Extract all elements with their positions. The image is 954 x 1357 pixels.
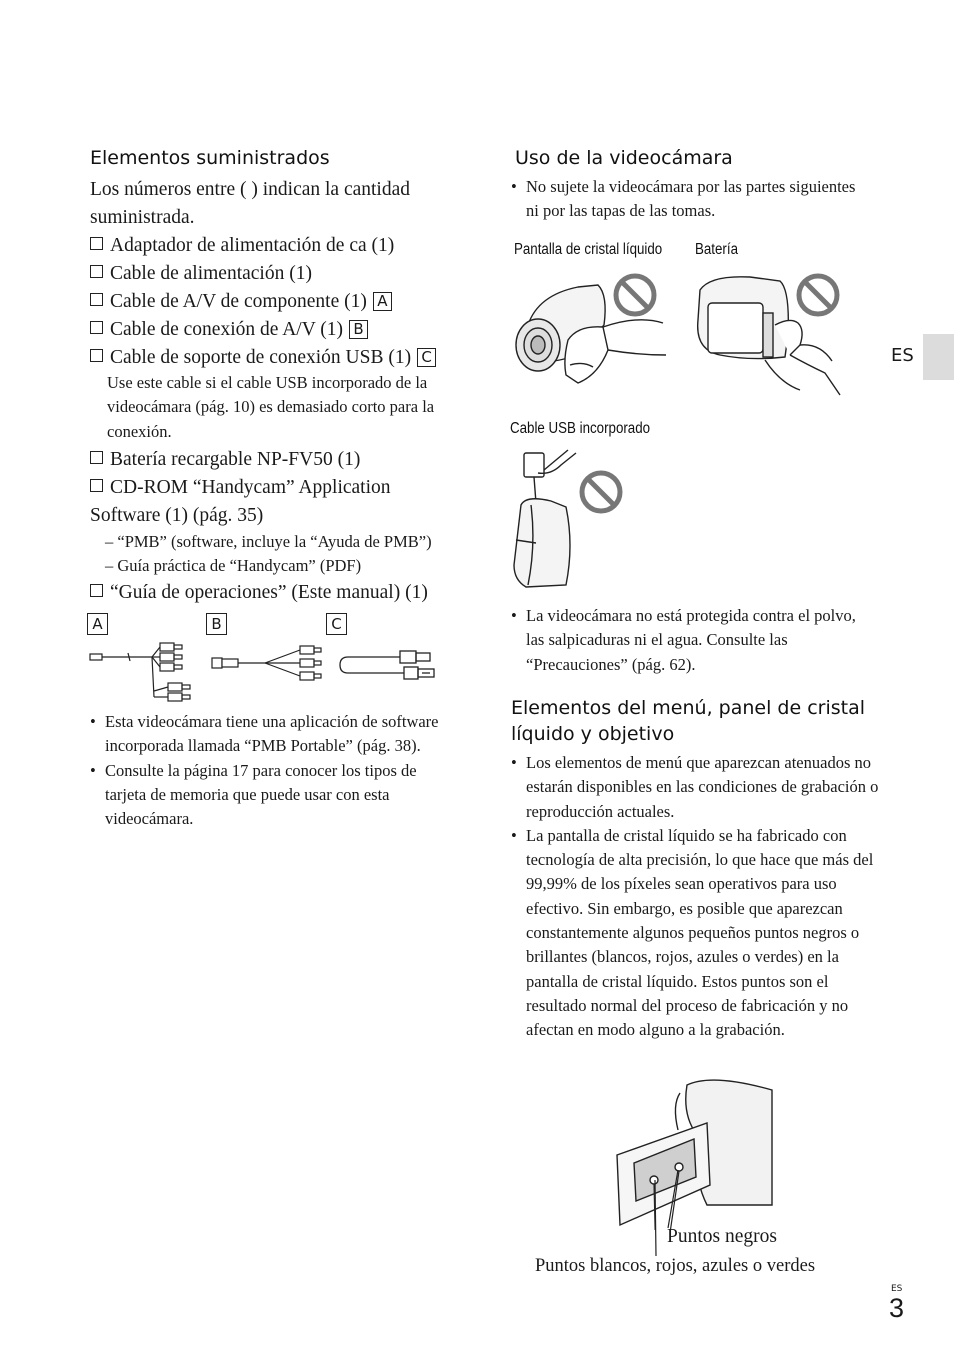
- item-row: [90, 446, 460, 474]
- item-list-3: [90, 579, 460, 607]
- item-label: Adaptador de alimentación de ca (1): [110, 235, 395, 256]
- checkbox-icon: [90, 237, 103, 250]
- camera-usb-cable-illustration: [506, 445, 631, 593]
- label-usb-cable: Cable USB incorporado: [510, 420, 651, 437]
- language-tab-background: [923, 334, 954, 380]
- av-connection-cable-illustration: [210, 640, 325, 685]
- label-lcd: Pantalla de cristal líquido: [514, 241, 663, 258]
- component-av-cable-illustration: [88, 635, 198, 705]
- item-label: “Guía de operaciones” (Este manual) (1): [110, 582, 428, 604]
- tag-a: A: [373, 292, 392, 311]
- checkbox-icon: [90, 293, 103, 306]
- tag-c: C: [417, 348, 436, 367]
- note-bullet: • Esta videocámara tiene una aplicación de software incorporada llamada “PMB Portable” (pág. 38).: [90, 710, 450, 759]
- water-note: [511, 604, 871, 677]
- heading-menu-lcd-lens: Elementos del menú, panel de cristal líquido y objetivo: [511, 697, 866, 745]
- label-colored-dots: Puntos blancos, rojos, azules o verdes: [535, 1256, 816, 1276]
- page-number: 3: [889, 1293, 905, 1323]
- page-number-lang: ES: [891, 1284, 903, 1294]
- item-label: Cable de A/V de componente (1): [110, 291, 367, 312]
- note-bullet: • La pantalla de cristal líquido se ha fabricado con tecnología de alta precisión, lo que hace que más del 99,99% de los píxeles sean operativos para uso efectivo. Sin embargo, es posible que aparezcan constantemente algunos pequeños puntos negros o brillantes (blancos, rojos, azules o verdes) en la pantalla de cristal líquido. Estos puntos son el resultado normal del proceso de fabricación y no afectan en modo alguno a la grabación.: [511, 824, 881, 1043]
- lcd-panel-illustration: [612, 1075, 777, 1230]
- note-bullet: • Los elementos de menú que aparezcan atenuados no estarán disponibles en las condiciones de grabación o reproducción actuales.: [511, 751, 881, 824]
- item-row: [90, 232, 460, 260]
- item-label: Cable de conexión de A/V (1): [110, 319, 344, 340]
- lcd-notes: [511, 751, 881, 1043]
- note-bullet: • No sujete la videocámara por las partes siguientes ni por las tapas de las tomas.: [511, 175, 871, 224]
- pointer-lines: [650, 1180, 662, 1260]
- camera-use-notes: [511, 175, 871, 224]
- note-bullet: • Consulte la página 17 para conocer los tipos de tarjeta de memoria que puede usar con esta videocámara.: [90, 759, 450, 832]
- heading-camera-use: Uso de la videocámara: [515, 147, 733, 169]
- cdrom-sub-list: [90, 530, 460, 579]
- item-row: [90, 344, 460, 372]
- checkbox-icon: [90, 349, 103, 362]
- tag-b: B: [349, 320, 368, 339]
- cdrom-sub-item: – “PMB” (software, incluye la “Ayuda de PMB”): [105, 531, 432, 551]
- checkbox-icon: [90, 451, 103, 464]
- label-battery: Batería: [695, 241, 738, 258]
- pointer-line-black-dots: [665, 1170, 681, 1232]
- item-row: [90, 316, 460, 344]
- heading-supplied-items: Elementos suministrados: [90, 147, 330, 169]
- item-list-2: [90, 446, 460, 530]
- item-label: Cable de alimentación (1): [110, 263, 312, 284]
- label-c: C: [326, 613, 347, 635]
- item-row: [90, 260, 460, 288]
- item-list: [90, 232, 460, 372]
- camera-battery-illustration: [690, 265, 850, 405]
- cdrom-sub-item: – Guía práctica de “Handycam” (PDF): [105, 556, 362, 576]
- item-label: Cable de soporte de conexión USB (1): [110, 347, 412, 368]
- item-row: [90, 288, 460, 316]
- intro-text: Los números entre ( ) indican la cantidad suministrada.: [90, 179, 411, 228]
- usb-support-cable-illustration: [338, 643, 438, 683]
- label-black-dots: Puntos negros: [667, 1226, 777, 1247]
- item-row: [90, 579, 460, 607]
- label-a: A: [87, 613, 108, 635]
- left-notes: [90, 710, 450, 831]
- checkbox-icon: [90, 479, 103, 492]
- usb-note: Use este cable si el cable USB incorporado de la videocámara (pág. 10) es demasiado corto para la conexión.: [107, 373, 435, 441]
- item-row: [90, 474, 460, 530]
- item-label: Batería recargable NP-FV50 (1): [110, 448, 361, 470]
- checkbox-icon: [90, 584, 103, 597]
- checkbox-icon: [90, 321, 103, 334]
- label-b: B: [206, 613, 227, 635]
- language-tab: ES: [891, 345, 914, 366]
- item-label: CD-ROM “Handycam” Application Software (1) (pág. 35): [90, 476, 391, 526]
- camera-lcd-illustration: [508, 265, 678, 400]
- note-bullet: • La videocámara no está protegida contra el polvo, las salpicaduras ni el agua. Consulte las “Precauciones” (pág. 62).: [511, 604, 871, 677]
- supplied-items-block: [90, 176, 460, 607]
- checkbox-icon: [90, 265, 103, 278]
